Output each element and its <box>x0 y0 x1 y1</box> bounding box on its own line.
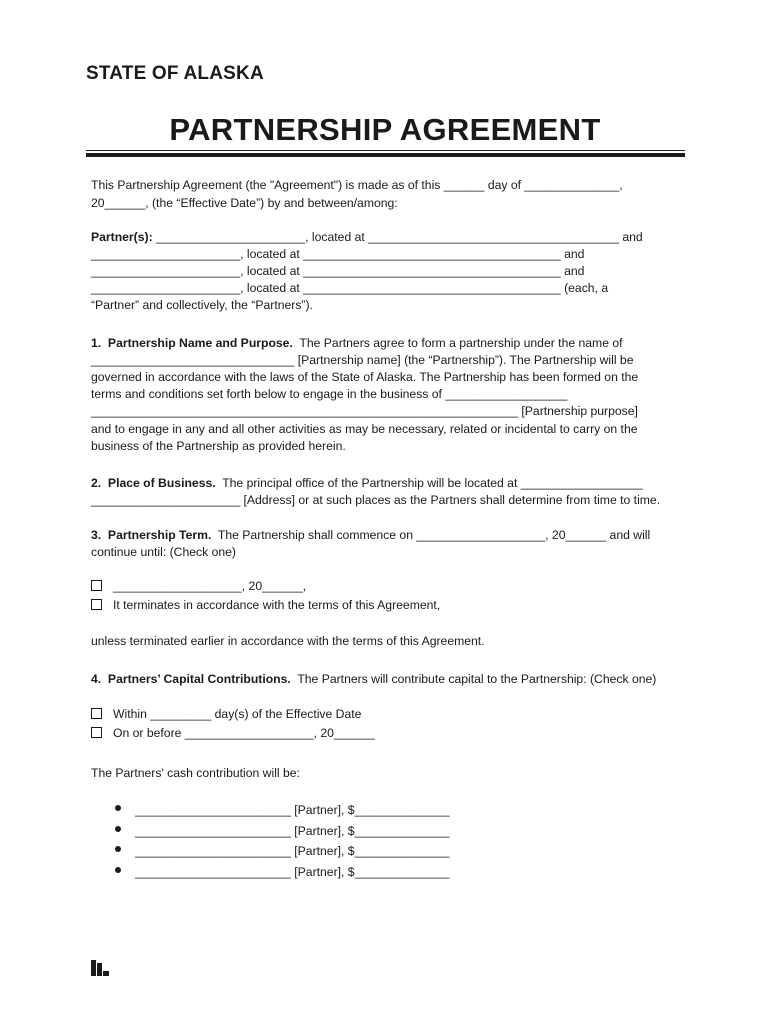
term-date-checkbox[interactable] <box>91 580 102 591</box>
section4-line-1-text: The Partners will contribute capital to the Partnership: (Check one) <box>290 672 657 686</box>
section1-line-3: governed in accordance with the laws of the State of Alaska. The Partnership has been formed on the <box>91 370 639 384</box>
term-agreement-checkbox[interactable] <box>91 599 102 610</box>
section1-line-7: business of the Partnership as provided herein. <box>91 439 346 453</box>
legal-templates-logo-icon <box>91 960 109 976</box>
partners-line-1-text: ______________________, located at _____________________________________ and <box>152 230 643 244</box>
term-date-option: ___________________, 20______, <box>113 579 307 593</box>
section1-line-4: terms and conditions set forth below to engage in the business of __________________ <box>91 387 568 401</box>
section3-heading: 3. Partnership Term. <box>91 528 212 542</box>
state-heading: STATE OF ALASKA <box>86 63 264 84</box>
section1-line-1-text: The Partners agree to form a partnership under the name of <box>292 336 623 350</box>
section3-after: unless terminated earlier in accordance with the terms of this Agreement. <box>91 634 485 648</box>
section1-line-2: ______________________________ [Partnership name] (the “Partnership”). The Partnership will be <box>91 353 634 367</box>
bullet-dot <box>115 826 121 832</box>
section3-line-1-text: The Partnership shall commence on ___________________, 20______ and will <box>211 528 651 542</box>
section3-line-1 <box>91 528 650 542</box>
section1-heading: 1. Partnership Name and Purpose. <box>91 336 293 350</box>
title-rule-thick <box>86 153 685 157</box>
cash-contribution-item: _______________________ [Partner], $______________ <box>135 865 450 879</box>
capital-before-option: On or before ___________________, 20______ <box>113 726 375 740</box>
partners-line-4: ______________________, located at ______________________________________ (each, a <box>91 281 609 295</box>
section1-line-6: and to engage in any and all other activities as may be necessary, related or incidental to carry on the <box>91 422 638 436</box>
bullet-dot <box>115 846 121 852</box>
intro-line-2: 20______, (the “Effective Date”) by and between/among: <box>91 196 398 210</box>
title-rule-thin <box>86 150 685 151</box>
capital-before-checkbox[interactable] <box>91 727 102 738</box>
partners-line-3: ______________________, located at ______________________________________ and <box>91 264 585 278</box>
partners-label: Partner(s): <box>91 230 153 244</box>
cash-contribution-item: _______________________ [Partner], $______________ <box>135 824 450 838</box>
partners-line-5: “Partner” and collectively, the “Partners”). <box>91 298 313 312</box>
capital-within-checkbox[interactable] <box>91 708 102 719</box>
section4-heading: 4. Partners’ Capital Contributions. <box>91 672 291 686</box>
section2-line-2: ______________________ [Address] or at such places as the Partners shall determine from time to time. <box>91 493 661 507</box>
bullet-dot <box>115 867 121 873</box>
term-agreement-option: It terminates in accordance with the terms of this Agreement, <box>113 598 441 612</box>
bullet-dot <box>115 805 121 811</box>
partners-line-2: ______________________, located at ______________________________________ and <box>91 247 585 261</box>
section2-line-1-text: The principal office of the Partnership will be located at __________________ <box>215 476 643 490</box>
section2-heading: 2. Place of Business. <box>91 476 216 490</box>
document-title: PARTNERSHIP AGREEMENT <box>169 112 601 147</box>
section2-line-1 <box>91 476 643 490</box>
section4-line-1 <box>91 672 656 686</box>
cash-contribution-item: _______________________ [Partner], $______________ <box>135 803 450 817</box>
section3-line-2: continue until: (Check one) <box>91 545 236 559</box>
intro-line-1: This Partnership Agreement (the "Agreement") is made as of this ______ day of ______________, <box>91 178 623 192</box>
partners-line-1 <box>91 230 643 244</box>
capital-within-option: Within _________ day(s) of the Effective Date <box>113 707 362 721</box>
section1-line-1 <box>91 336 623 350</box>
cash-contribution-intro: The Partners' cash contribution will be: <box>91 766 300 780</box>
cash-contribution-item: _______________________ [Partner], $______________ <box>135 844 450 858</box>
section1-line-5: _______________________________________________________________ [Partnership purpose] <box>91 404 638 418</box>
